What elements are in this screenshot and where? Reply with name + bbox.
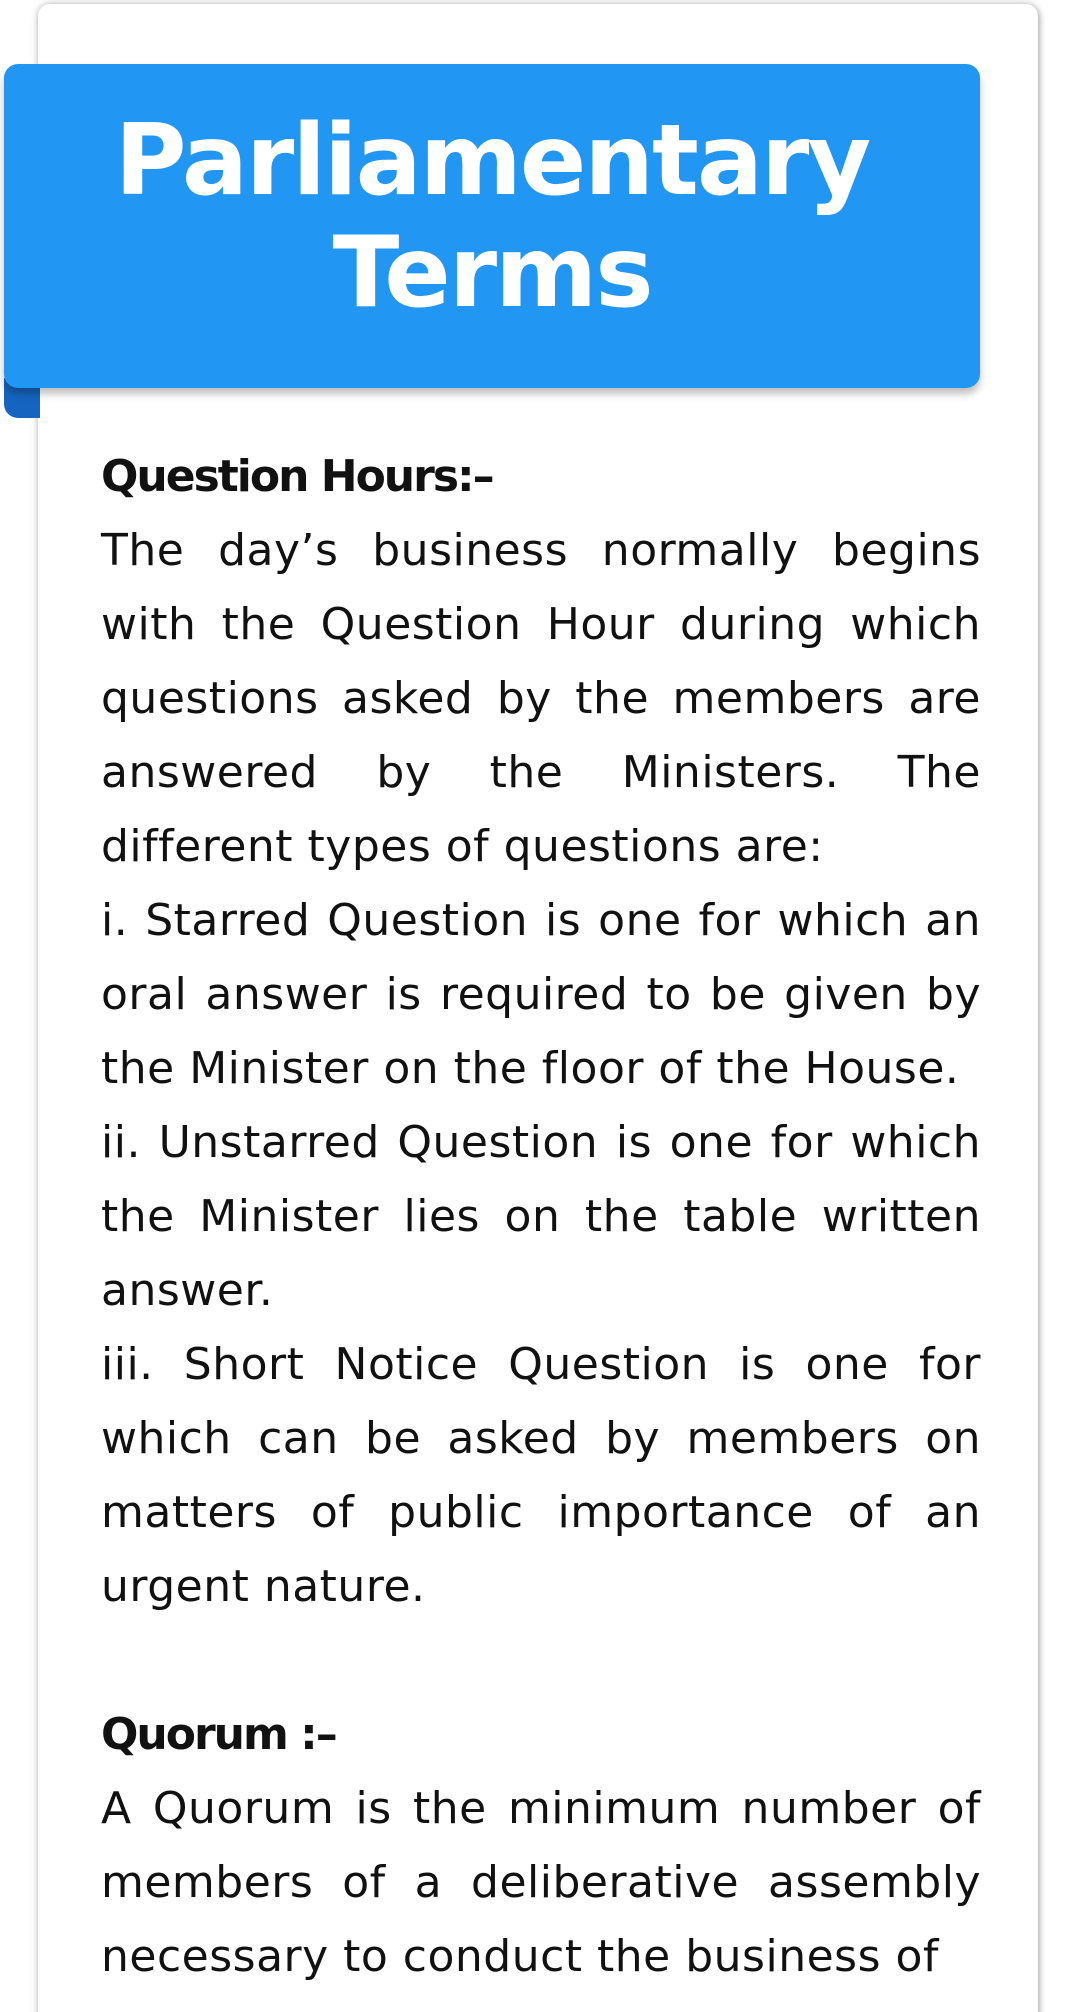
header-banner: [4, 64, 980, 388]
section-spacer: [101, 1624, 981, 1698]
section-heading-question-hours: Question Hours:–: [101, 451, 493, 502]
paragraph-intro: The day’s business normally begins with the Question Hour during which questions asked by the members are answered by the Ministers. The different types of questions are:: [101, 525, 981, 872]
section-heading-quorum: Quorum :–: [101, 1709, 336, 1760]
paragraph-unstarred-question: ii. Unstarred Question is one for which the Minister lies on the table written answer.: [101, 1117, 981, 1316]
paragraph-short-notice-question: iii. Short Notice Question is one for which can be asked by members on matters of public importance of an urgent nature.: [101, 1339, 981, 1612]
page-title: Parliamentary Terms: [114, 104, 870, 330]
paragraph-starred-question: i. Starred Question is one for which an oral answer is required to be given by the Minister on the floor of the House.: [101, 895, 981, 1094]
paragraph-quorum: A Quorum is the minimum number of members of a deliberative assembly necessary to conduct the business of: [101, 1783, 981, 1982]
article-content: [101, 440, 981, 1994]
